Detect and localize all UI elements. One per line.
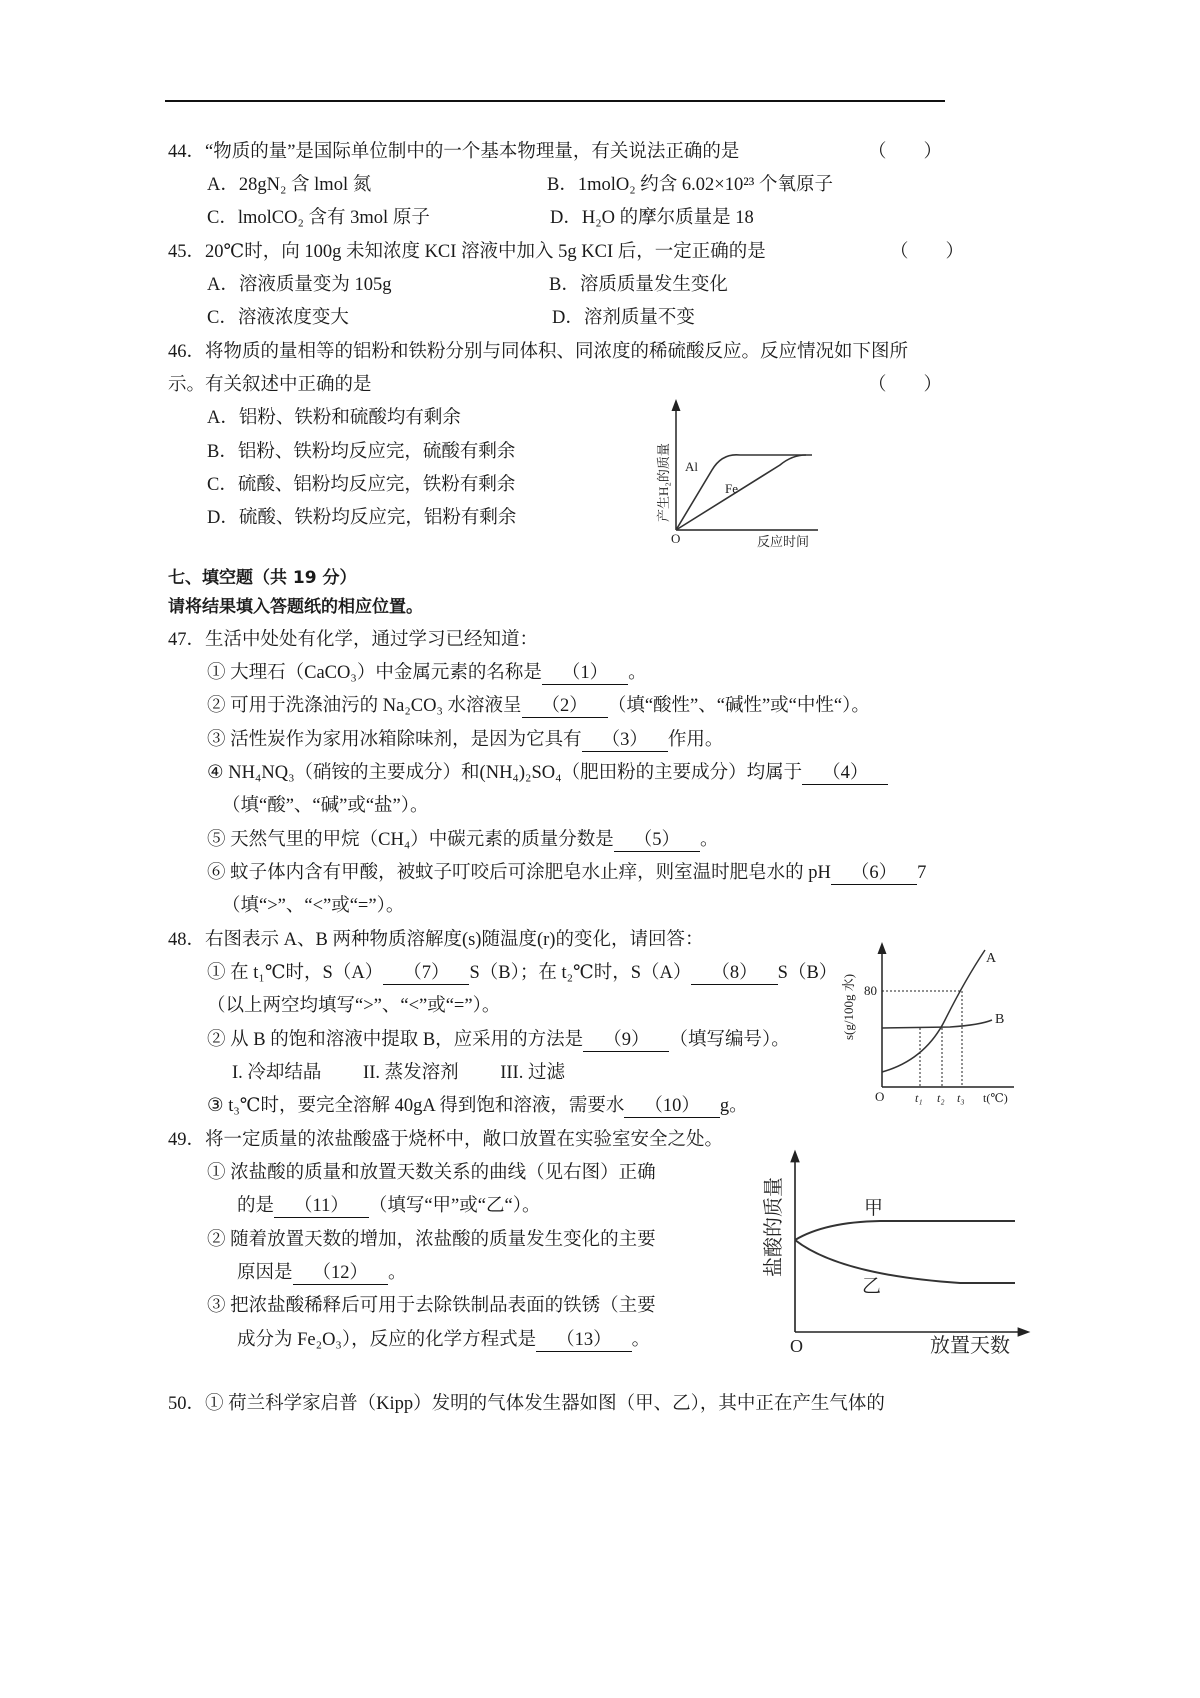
text-segment: （填“酸”、“碱”或“盐”）。 — [222, 796, 429, 816]
answer-blank: （3） — [582, 729, 668, 752]
text-segment: 。 — [628, 663, 647, 683]
text-segment: 45．20℃时，向 100g 未知浓度 KCI 溶液中加入 5g KCI 后，一定正确的是 — [168, 242, 766, 262]
answer-blank: （2） — [522, 695, 608, 718]
text-segment: I. 冷却结晶 II. 蒸发溶剂 III. 过滤 — [232, 1063, 565, 1083]
text-segment: B．铝粉、铁粉均反应完，硫酸有剩余 — [207, 442, 516, 462]
answer-blank: （13） — [536, 1329, 632, 1352]
text-segment: 46．将物质的量相等的铝粉和铁粉分别与同体积、同浓度的稀硫酸反应。反应情况如下图所 — [168, 342, 909, 362]
text-segment: ⑥ 蚊子体内含有甲酸，被蚊子叮咬后可涂肥皂水止痒，则室温时肥皂水的 pH — [207, 863, 831, 883]
answer-paren-46: （ ） — [868, 375, 943, 395]
answer-blank: （5） — [614, 829, 700, 852]
text-segment: ③ 把浓盐酸稀释后可用于去除铁制品表面的铁锈（主要 — [207, 1296, 656, 1316]
text-segment: D．H₂O 的摩尔质量是 18 — [550, 208, 754, 228]
text-segment: 。 — [700, 830, 719, 850]
text-segment: 50．① 荷兰科学家启普（Kipp）发明的气体发生器如图（甲、乙），其中正在产生气体的 — [168, 1394, 885, 1414]
text-segment: S（B）；在 t₂℃时，S（A） — [469, 963, 692, 983]
text-segment: 。 — [631, 1330, 651, 1350]
answer-blank: （10） — [624, 1095, 720, 1118]
text-segment: D．溶剂质量不变 — [552, 308, 695, 328]
fig46-origin: O — [671, 531, 681, 546]
text-segment: ② 随着放置天数的增加，浓盐酸的质量发生变化的主要 — [207, 1230, 656, 1250]
fig49-xlabel: 放置天数 — [930, 1335, 1010, 1357]
fig48-label-b: B — [995, 1012, 1005, 1027]
text-segment: 47．生活中处处有化学，通过学习已经知道： — [168, 630, 539, 650]
fig48-xlabel: t(℃) — [983, 1091, 1008, 1105]
text-segment: g。 — [719, 1096, 748, 1116]
text-segment: （填“>”、“<”或“=”）。 — [222, 896, 405, 916]
fig49-label-jia: 甲 — [864, 1198, 884, 1219]
text-segment: ② 可用于洗涤油污的 Na₂CO₃ 水溶液呈 — [207, 696, 522, 716]
text-segment: 成分为 Fe₂O₃），反应的化学方程式是 — [237, 1330, 537, 1350]
fig46-xlabel: 反应时间 — [757, 534, 810, 549]
text-segment: ④ NH₄NQ₃（硝铵的主要成分）和(NH₄)₂SO₄（肥田粉的主要成分）均属于 — [207, 763, 803, 783]
text-segment: C．溶液浓度变大 — [207, 308, 349, 328]
answer-blank: （1） — [542, 662, 628, 685]
fig49-ylabel: 盐酸的质量 — [763, 1177, 785, 1277]
fig48-ytick-80: 80 — [864, 983, 877, 998]
text-segment: 示。有关叙述中正确的是 — [168, 375, 372, 395]
text-segment: （填写“甲”或“乙“）。 — [368, 1196, 541, 1216]
fig48-xtick-t1: t₁ — [915, 1091, 923, 1105]
text-segment: A．铝粉、铁粉和硫酸均有剩余 — [207, 408, 461, 428]
answer-blank: （12） — [293, 1262, 389, 1285]
text-segment: 。 — [388, 1263, 407, 1283]
fig49-curve-jia — [795, 1221, 1015, 1240]
fig49-label-yi: 乙 — [862, 1276, 882, 1297]
fig48-label-a: A — [986, 951, 997, 966]
text-segment: 七、填空题（共 19 分） — [168, 568, 357, 588]
text-segment: C．lmolCO₂ 含有 3mol 原子 — [207, 208, 430, 228]
text-segment: ③ 活性炭作为家用冰箱除味剂，是因为它具有 — [207, 730, 582, 750]
text-segment: （填写编号）。 — [669, 1030, 790, 1050]
text-segment: C．硫酸、铝粉均反应完，铁粉有剩余 — [207, 475, 516, 495]
text-segment: A．溶液质量变为 105g — [207, 275, 392, 295]
text-segment: （填“酸性”、“碱性”或“中性“）。 — [607, 696, 870, 716]
answer-blank: （6） — [831, 862, 917, 885]
answer-blank: （8） — [691, 962, 777, 985]
fig46-al-label: Al — [685, 459, 698, 474]
answer-blank: （11） — [274, 1195, 369, 1218]
text-segment: 原因是 — [237, 1263, 293, 1283]
text-segment: D．硫酸、铁粉均反应完，铝粉有剩余 — [207, 508, 517, 528]
fig46-fe-label: Fe — [725, 481, 738, 496]
text-segment: ② 从 B 的饱和溶液中提取 B，应采用的方法是 — [207, 1030, 584, 1050]
text-segment: 44．“物质的量”是国际单位制中的一个基本物理量，有关说法正确的是 — [168, 142, 740, 162]
fig48-ylabel: s(g/100g 水) — [841, 973, 856, 1040]
text-segment: （以上两空均填写“>”、“<”或“=”）。 — [207, 996, 501, 1016]
answer-paren-44: （ ） — [868, 142, 943, 162]
text-segment: ① 浓盐酸的质量和放置天数关系的曲线（见右图）正确 — [207, 1163, 656, 1183]
text-segment: 48．右图表示 A、B 两种物质溶解度(s)随温度(r)的变化，请回答： — [168, 930, 704, 950]
fig49-origin: O — [790, 1336, 803, 1356]
answer-paren-45: （ ） — [890, 242, 965, 262]
fig48-xtick-t3: t₃ — [957, 1091, 965, 1105]
text-segment: 作用。 — [667, 730, 724, 750]
text-segment: 请将结果填入答题纸的相应位置。 — [168, 597, 423, 617]
text-segment: 49．将一定质量的浓盐酸盛于烧杯中，敞口放置在实验室安全之处。 — [168, 1130, 724, 1150]
text-segment: S（B） — [777, 963, 838, 983]
fig49-curve-yi — [795, 1240, 1015, 1283]
answer-blank: （9） — [583, 1029, 669, 1052]
answer-blank: （7） — [383, 962, 469, 985]
fig48-xtick-t2: t₂ — [937, 1091, 945, 1105]
text-segment: B．1molO₂ 约含 6.02×10²³ 个氧原子 — [547, 175, 833, 195]
text-segment: ① 大理石（CaCO₃）中金属元素的名称是 — [207, 663, 542, 683]
fig48-origin: O — [875, 1089, 885, 1104]
text-segment: A．28gN₂ 含 lmol 氮 — [207, 175, 372, 195]
fig46-ylabel: 产生H₂的质量 — [656, 443, 671, 522]
text-segment: ③ t₃℃时，要完全溶解 40gA 得到饱和溶液，需要水 — [207, 1096, 625, 1116]
text-segment: 7 — [917, 863, 927, 883]
text-segment: 的是 — [237, 1196, 275, 1216]
answer-blank: （4） — [802, 762, 888, 785]
text-segment: ① 在 t₁℃时，S（A） — [207, 963, 384, 983]
text-segment: ⑤ 天然气里的甲烷（CH₄）中碳元素的质量分数是 — [207, 830, 614, 850]
text-segment: B．溶质质量发生变化 — [549, 275, 728, 295]
